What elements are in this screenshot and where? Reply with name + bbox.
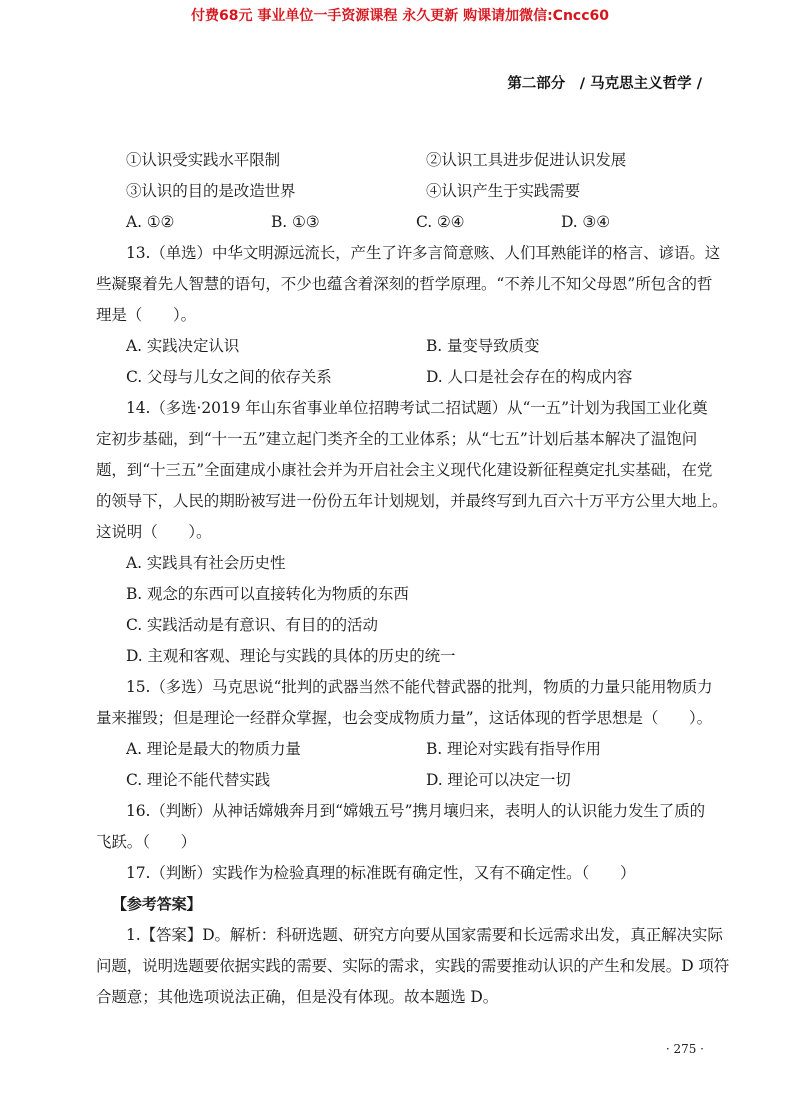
q14-choice-c: C. 实践活动是有意识、有目的的活动 — [126, 616, 378, 634]
q12-choice-c: C. ②④ — [416, 213, 465, 231]
q14-stem-line-1: 14.（多选·2019 年山东省事业单位招聘考试二招试题）从“一五”计划为我国工业化奠 — [126, 399, 708, 417]
q15-choice-d: D. 理论可以决定一切 — [426, 771, 571, 789]
q13-stem-line-2: 些凝聚着先人智慧的语句，不少也蕴含着深刻的哲学原理。“不养儿不知父母恩”所包含的哲 — [96, 275, 713, 293]
q13-choices-row-2 — [126, 363, 706, 394]
q15-choice-b: B. 理论对实践有指导作用 — [426, 740, 601, 758]
answer-1-line-3: 合题意；其他选项说法正确，但是没有体现。故本题选 D。 — [96, 988, 499, 1006]
q13-choice-a: A. 实践决定认识 — [126, 337, 240, 355]
q16-stem-line-2: 飞跃。（ ） — [96, 833, 197, 851]
q13-choice-d: D. 人口是社会存在的构成内容 — [426, 368, 633, 386]
q12-options-row-1 — [126, 146, 706, 177]
page-content — [96, 146, 730, 1014]
q12-choice-b: B. ①③ — [271, 213, 320, 231]
page-number: · 275 · — [665, 1042, 704, 1056]
q14-stem-line-4: 的领导下，人民的期盼被写进一份份五年计划规划，并最终写到九百六十万平方公里大地上。 — [96, 492, 728, 510]
q14-stem-line-2: 定初步基础，到“十一五”建立起门类齐全的工业体系；从“七五”计划后基本解决了温饱问 — [96, 430, 698, 448]
q13-stem-line-1: 13.（单选）中华文明源远流长，产生了许多言简意赅、人们耳熟能详的格言、谚语。这 — [126, 244, 721, 262]
q12-option-2: ②认识工具进步促进认识发展 — [426, 151, 627, 169]
q15-choice-c: C. 理论不能代替实践 — [126, 771, 271, 789]
q12-option-3: ③认识的目的是改造世界 — [126, 182, 296, 200]
q14-choice-d: D. 主观和客观、理论与实践的具体的历史的统一 — [126, 647, 456, 665]
promo-banner: 付费68元 事业单位一手资源课程 永久更新 购课请加微信:Cncc60 — [190, 8, 610, 24]
q12-option-4: ④认识产生于实践需要 — [426, 182, 581, 200]
answers-title: 【参考答案】 — [112, 895, 202, 913]
q14-stem-line-3: 题，到“十三五”全面建成小康社会并为开启社会主义现代化建设新征程奠定扎实基础，在党 — [96, 461, 713, 479]
q15-stem-line-1: 15.（多选）马克思说“批判的武器当然不能代替武器的批判，物质的力量只能用物质力 — [126, 678, 713, 696]
q12-choice-d: D. ③④ — [561, 213, 611, 231]
q12-choice-a: A. ①② — [126, 213, 175, 231]
q12-options-row-2 — [126, 177, 706, 208]
q14-choice-b: B. 观念的东西可以直接转化为物质的东西 — [126, 585, 409, 603]
q15-choices-row-1 — [126, 735, 706, 766]
running-header: 第二部分 / 马克思主义哲学 / — [507, 76, 702, 92]
q17-stem-line-1: 17.（判断）实践作为检验真理的标准既有确定性，又有不确定性。（ ） — [126, 864, 636, 882]
q14-choice-a: A. 实践具有社会历史性 — [126, 554, 286, 572]
q13-choices-row-1 — [126, 332, 706, 363]
q15-choice-a: A. 理论是最大的物质力量 — [126, 740, 301, 758]
q13-stem-line-3: 理是（ ）。 — [96, 306, 197, 324]
answer-1-line-2: 问题，说明选题要依据实践的需要、实际的需求，实践的需要推动认识的产生和发展。D 项符 — [96, 957, 730, 975]
q14-stem-line-5: 这说明（ ）。 — [96, 523, 212, 541]
q12-option-1: ①认识受实践水平限制 — [126, 151, 281, 169]
q13-choice-b: B. 量变导致质变 — [426, 337, 540, 355]
answer-1-line-1: 1.【答案】D。解析：科研选题、研究方向要从国家需要和长远需求出发，真正解决实际 — [126, 926, 723, 944]
q12-choices — [126, 208, 706, 239]
q15-choices-row-2 — [126, 766, 706, 797]
q15-stem-line-2: 量来摧毁；但是理论一经群众掌握，也会变成物质力量”，这话体现的哲学思想是（ ）。 — [96, 709, 713, 727]
q16-stem-line-1: 16.（判断）从神话嫦娥奔月到“嫦娥五号”携月壤归来，表明人的认识能力发生了质的 — [126, 802, 706, 820]
q13-choice-c: C. 父母与儿女之间的依存关系 — [126, 368, 332, 386]
